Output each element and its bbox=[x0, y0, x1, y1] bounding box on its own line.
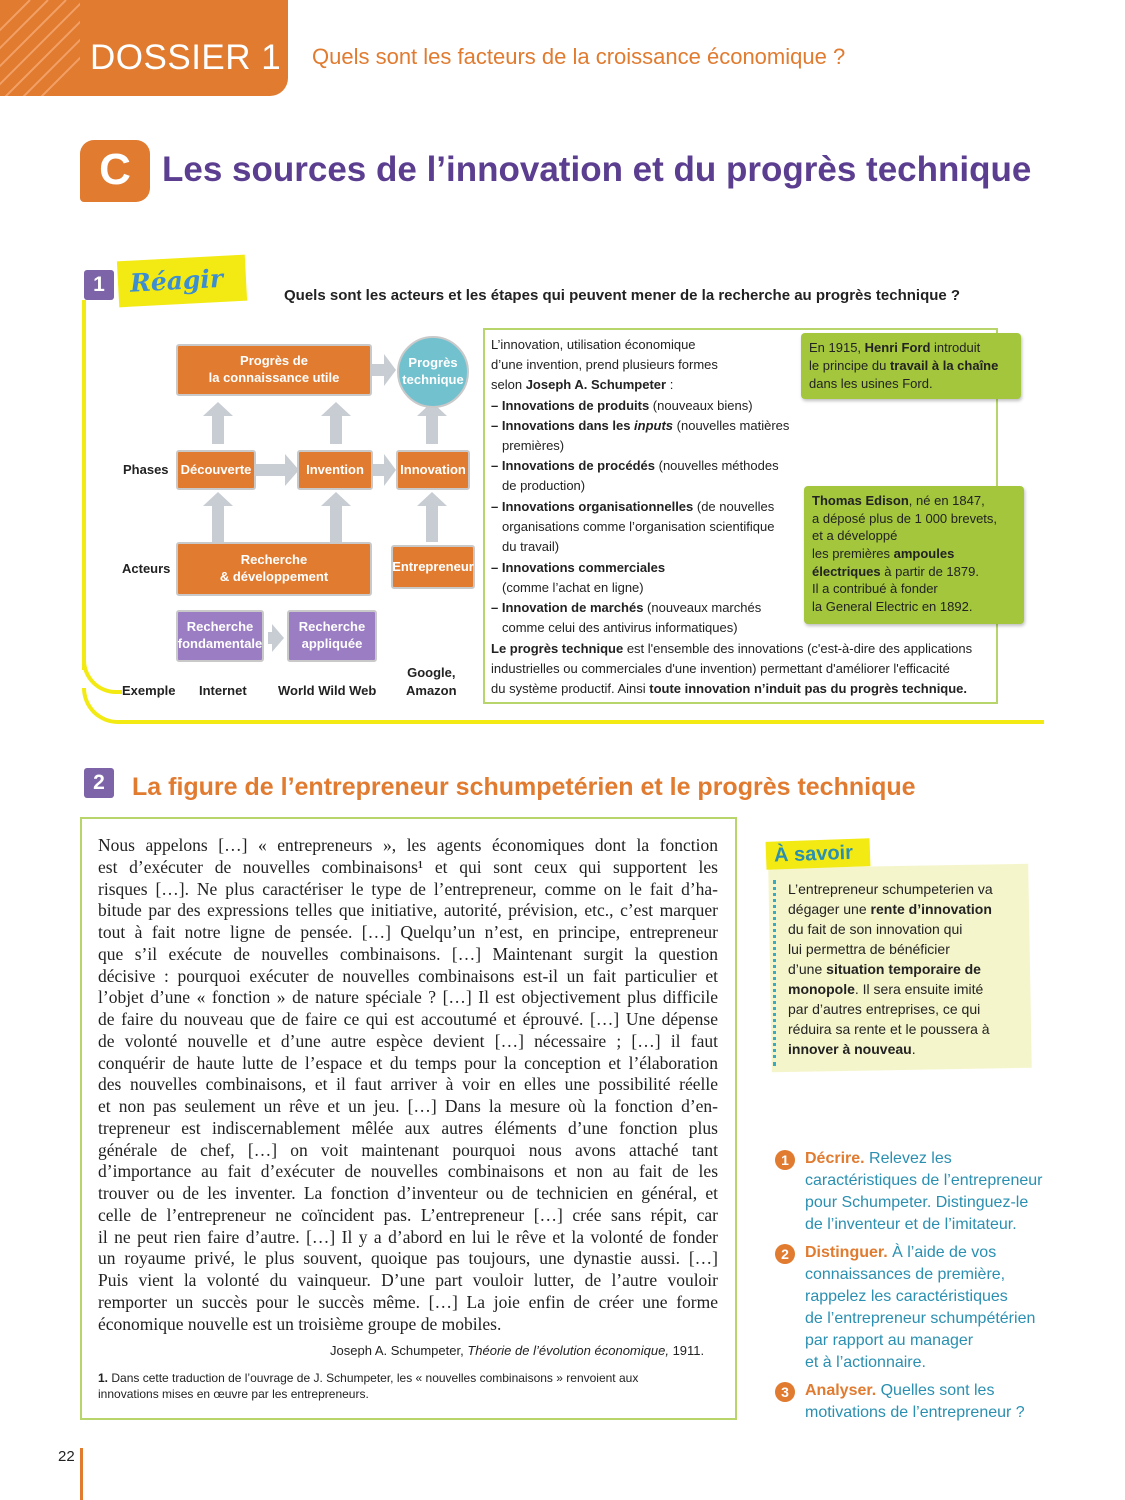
dossier-question: Quels sont les facteurs de la croissance économique ? bbox=[312, 44, 846, 69]
doc1-text-line: selon Joseph A. Schumpeter : bbox=[491, 377, 674, 392]
example-internet: Internet bbox=[199, 683, 247, 698]
doc1-text-line: premières) bbox=[502, 438, 565, 453]
rech-appl-line2: appliquée bbox=[301, 636, 363, 651]
doc2-text-line: tout à fait notre ligne de pensée. […] Quelqu’un n’est, en principe, entrepreneur bbox=[98, 922, 718, 942]
doc1-text-line: comme celui des antivirus informatiques) bbox=[502, 620, 738, 635]
question-2-line: rappelez les caractéristiques bbox=[805, 1288, 1008, 1305]
edison-line2: a déposé plus de 1 000 brevets, bbox=[812, 510, 998, 526]
progres-connaissance-box bbox=[176, 344, 372, 396]
recherche-appliquee-box bbox=[287, 610, 377, 662]
doc2-number: 2 bbox=[84, 768, 114, 798]
doc1-question: Quels sont les acteurs et les étapes qui peuvent mener de la recherche au progrès technique ? bbox=[284, 287, 961, 304]
page-number: 22 bbox=[58, 1448, 75, 1465]
doc2-text-line: que s’il exécute de nouvelles combinaisons. […] Maintenant surgit la question bbox=[98, 943, 718, 964]
a-savoir-line: du fait de son innovation qui bbox=[788, 921, 963, 937]
doc2-text-line: bitude par des expressions telles que initiative, autorité, prévision, etc., c’est marquer bbox=[98, 900, 718, 921]
doc2-text-line: des nouvelles combinaisons, et il faut arriver à voir en elles une possibilité réelle bbox=[98, 1074, 718, 1095]
doc2-text-line: et non pas seulement un rêve et un jeu. […] Dans la mesure où la fonction d’en- bbox=[98, 1096, 718, 1116]
doc1-text-line: de production) bbox=[502, 478, 586, 493]
doc1-text-line: – Innovations commerciales bbox=[491, 560, 666, 575]
edison-line4: les premières ampoules bbox=[812, 546, 955, 562]
doc1-text-line: Le progrès technique est l'ensemble des innovations (c'est-à-dire des applications bbox=[491, 641, 973, 656]
a-savoir-line: monopole. Il sera ensuite imité bbox=[788, 981, 984, 997]
question-3-line: motivations de l’entrepreneur ? bbox=[805, 1404, 1025, 1421]
question-2-number: 2 bbox=[775, 1244, 795, 1264]
rech-fond-line1: Recherche bbox=[186, 619, 254, 635]
doc2-text-line: un royaume privé, le plus souvent, quoique pas toujours, une dynastie aussi. […] bbox=[98, 1248, 718, 1269]
progres-technique-circle bbox=[397, 336, 469, 408]
a-savoir-line: innover à nouveau. bbox=[788, 1041, 916, 1057]
recherche-fondamentale-box bbox=[176, 610, 264, 662]
doc1-text-line: d’une invention, prend plusieurs formes bbox=[491, 357, 718, 372]
doc1-text-line: – Innovations de procédés (nouvelles méthodes bbox=[491, 458, 779, 473]
section-title: Les sources de l’innovation et du progrès technique bbox=[162, 150, 1032, 189]
doc1-text-line: – Innovations organisationnelles (de nouvelles bbox=[491, 499, 775, 514]
doc2-footnote-line1: 1. Dans cette traduction de l’ouvrage de J. Schumpeter, les « nouvelles combinaisons » renvoient aux bbox=[98, 1371, 639, 1385]
example-google-amazon bbox=[406, 664, 457, 700]
edison-line1: Thomas Edison, né en 1847, bbox=[812, 493, 985, 508]
question-1-line: pour Schumpeter. Distinguez-le bbox=[805, 1194, 1029, 1211]
ford-line3: dans les usines Ford. bbox=[809, 375, 933, 391]
rd-line1: Recherche bbox=[240, 552, 308, 568]
doc1-text-line: – Innovations dans les inputs (nouvelles matières bbox=[491, 418, 790, 433]
doc1-text-line: – Innovations de produits (nouveaux biens) bbox=[491, 398, 753, 413]
doc2-text-line: trepreneur est indiscernablement mêlée aux autres éléments d’une fonction plus bbox=[98, 1117, 718, 1138]
progres-technique-line1: Progrès bbox=[408, 355, 458, 371]
ford-line1: En 1915, Henri Ford introduit bbox=[809, 340, 981, 355]
doc1-frame-bottom bbox=[118, 720, 1044, 724]
a-savoir-line: par d’autres entreprises, ce qui bbox=[788, 1001, 981, 1017]
edison-line3: et a développé bbox=[812, 528, 898, 544]
rech-fond-line2: fondamentale bbox=[177, 636, 263, 651]
dossier-label: DOSSIER 1 bbox=[90, 38, 282, 77]
decouverte-box: Découverte bbox=[176, 450, 256, 490]
invention-box: Invention bbox=[297, 450, 373, 490]
doc1-text-line: industrielles ou commerciales d'une invention) permettant d'améliorer l'efficacité bbox=[491, 661, 950, 676]
doc2-text-line: de faire du nouveau que de faire ce qui est accoutumé et éprouvé. […] Une dépense bbox=[98, 1009, 718, 1029]
doc1-number: 1 bbox=[84, 270, 114, 300]
doc2-text-line: remporter un succès pour le succès même. […] La joie enfin de créer une forme bbox=[98, 1291, 718, 1312]
entrepreneur-box: Entrepreneur bbox=[391, 545, 475, 589]
phases-label: Phases bbox=[123, 462, 169, 477]
edison-line5: électriques à partir de 1879. bbox=[812, 563, 979, 579]
a-savoir-dots bbox=[773, 880, 776, 1066]
doc1-text-line: (comme l’achat en ligne) bbox=[502, 580, 644, 595]
section-letter-badge: C bbox=[80, 140, 150, 202]
doc2-text-line: décisive : pourquoi exécuter de nouvelles combinaisons est-il un fait particulier et bbox=[98, 965, 718, 986]
doc1-text-line: organisations comme l’organisation scientifique bbox=[502, 519, 775, 534]
example-www: World Wild Web bbox=[278, 683, 377, 698]
progres-connaissance-line1: Progrès de bbox=[240, 353, 308, 369]
exemple-label: Exemple bbox=[122, 683, 176, 698]
question-2-line: connaissances de première, bbox=[805, 1266, 1006, 1283]
question-2-line: de l’entrepreneur schumpétérien bbox=[805, 1310, 1036, 1327]
ford-note bbox=[801, 333, 1021, 399]
doc2-text-line: risques […]. Ne plus caractériser le type de l’entrepreneur, comme on le fait d’ha- bbox=[98, 878, 718, 899]
a-savoir-line: L’entrepreneur schumpeterien va bbox=[788, 881, 993, 897]
question-2-line: Distinguer. À l’aide de vos bbox=[805, 1244, 997, 1261]
progres-connaissance-line2: la connaissance utile bbox=[208, 370, 340, 385]
doc1-text-line: L’innovation, utilisation économique bbox=[491, 337, 696, 352]
innovation-box: Innovation bbox=[396, 450, 470, 490]
rd-box bbox=[176, 542, 372, 596]
doc2-text-line: générale de chef, […] on voit maintenant pourquoi nous avons attaché tant bbox=[98, 1139, 718, 1160]
doc2-text-line: conquérir de haute lutte de l’espace et du temps pour la conception et l’élaboration bbox=[98, 1052, 718, 1073]
question-3-number: 3 bbox=[775, 1382, 795, 1402]
question-1-line: caractéristiques de l’entrepreneur bbox=[805, 1172, 1043, 1189]
edison-note bbox=[804, 486, 1024, 624]
doc1-frame-left bbox=[82, 300, 86, 670]
rech-appl-line1: Recherche bbox=[298, 619, 366, 635]
doc2-text-line: Puis vient la volonté du vainqueur. D’une part vouloir lutter, de l’autre vouloir bbox=[98, 1270, 718, 1290]
doc2-text-line: de volonté nouvelle et d’une autre espèce devient […] nécessaire ; […] il faut bbox=[98, 1030, 718, 1051]
acteurs-label: Acteurs bbox=[122, 561, 171, 576]
ford-line2: le principe du travail à la chaîne bbox=[809, 357, 999, 373]
doc2-text-line: l’objet d’une « fonction » de nature spéciale ? […] Il est objectivement plus difficile bbox=[98, 987, 718, 1008]
progres-technique-line2: technique bbox=[402, 372, 464, 387]
question-2-line: et à l’actionnaire. bbox=[805, 1354, 926, 1371]
question-1-line: de l’inventeur et de l’imitateur. bbox=[805, 1216, 1017, 1233]
doc2-text-line: économique nouvelle est un troisième groupe de mobiles. bbox=[98, 1313, 502, 1334]
doc1-text-line: du système productif. Ainsi toute innovation n’induit pas du progrès technique. bbox=[491, 681, 968, 696]
a-savoir-label: À savoir bbox=[773, 841, 854, 867]
question-3-line: Analyser. Quelles sont les bbox=[805, 1382, 995, 1399]
a-savoir-tag bbox=[766, 838, 871, 870]
a-savoir-line: d’une situation temporaire de bbox=[788, 961, 981, 977]
doc2-text-line: d’importance au fait d’exécuter de nouvelles combinaisons et non au fait de les bbox=[98, 1161, 718, 1182]
a-savoir-line: réduira sa rente et le poussera à bbox=[788, 1021, 990, 1037]
rd-line2: & développement bbox=[219, 569, 329, 584]
doc2-text-line: Nous appelons […] « entrepreneurs », les agents économiques dont la fonction bbox=[98, 835, 718, 855]
a-savoir-line: dégager une rente d’innovation bbox=[788, 901, 992, 917]
question-1-number: 1 bbox=[775, 1150, 795, 1170]
reagir-tag bbox=[117, 255, 247, 308]
doc1-text-line: du travail) bbox=[502, 539, 560, 554]
example-google: Google, bbox=[407, 665, 456, 680]
doc2-text-line: celle de l’entrepreneur ne coïncident pas. L’entrepreneur […] crée sans répit, car bbox=[98, 1204, 718, 1225]
reagir-label: Réagir bbox=[129, 263, 224, 298]
edison-line6: Il a contribué à fonder bbox=[812, 581, 938, 597]
a-savoir-line: lui permettra de bénéficier bbox=[788, 941, 950, 957]
doc2-text-line: trouver ou de les inventer. La fonction d’inventeur ou de technicien en général, et bbox=[98, 1183, 718, 1203]
doc2-text-line: il ne peut rien faire d’autre. […] Il y a d’abord en lui le rêve et la volonté de fonder bbox=[98, 1226, 718, 1247]
example-amazon: Amazon bbox=[406, 683, 457, 699]
doc2-text-line: est d’exécuter de nouvelles combinaisons¹ et qui sont ceux qui supportent les bbox=[98, 856, 718, 877]
page-bar bbox=[80, 1448, 83, 1500]
header-stripes-decoration bbox=[0, 0, 80, 96]
doc2-source: Joseph A. Schumpeter, Théorie de l’évolution économique, 1911. bbox=[330, 1343, 705, 1358]
doc1-text-line: – Innovation de marchés (nouveaux marchés bbox=[491, 600, 762, 615]
question-2-line: par rapport au manager bbox=[805, 1332, 974, 1349]
edison-line7: la General Electric en 1892. bbox=[812, 599, 973, 615]
question-1-line: Décrire. Relevez les bbox=[805, 1150, 952, 1167]
doc2-title: La figure de l’entrepreneur schumpetérien et le progrès technique bbox=[132, 773, 916, 801]
doc2-footnote-line2: innovations mises en œuvre par les entrepreneurs. bbox=[98, 1387, 369, 1401]
